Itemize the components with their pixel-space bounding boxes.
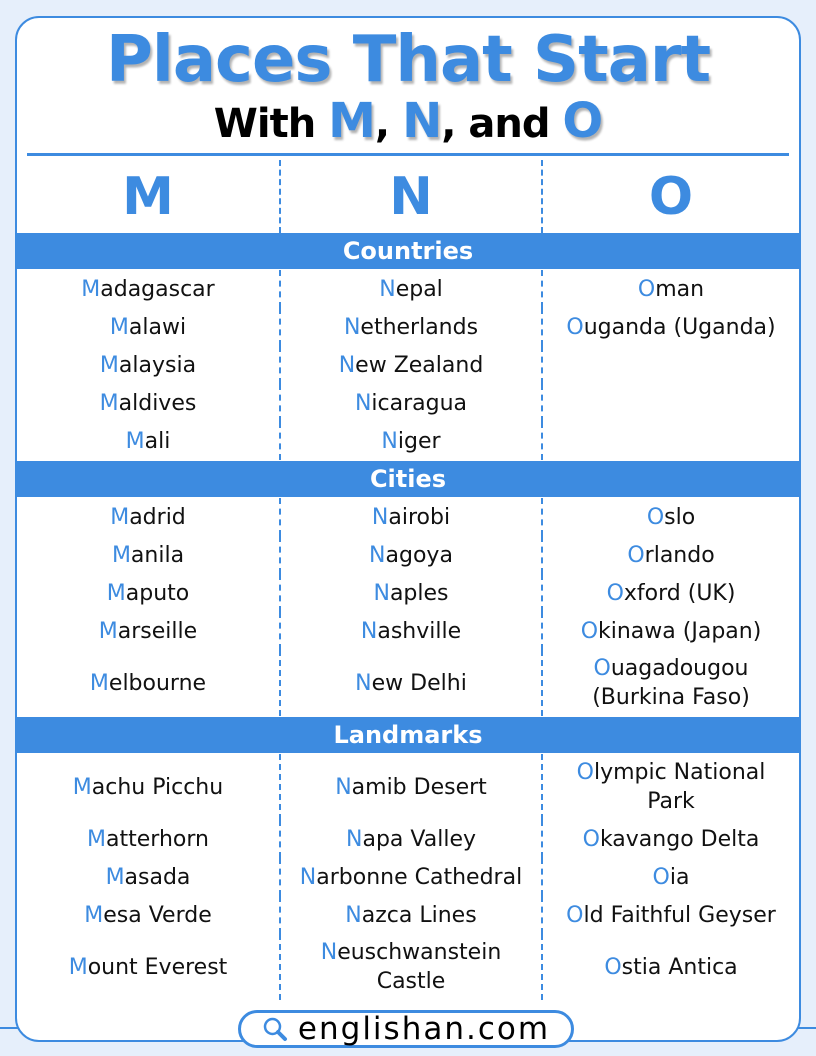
table-row — [17, 754, 799, 820]
cell-m — [17, 820, 279, 858]
place-name: Nazca Lines — [345, 902, 477, 928]
cell-o — [541, 650, 799, 716]
cell-m — [17, 612, 279, 650]
column-header-m: M — [122, 166, 174, 227]
table-row — [17, 422, 799, 460]
column-header-o: O — [541, 160, 799, 233]
place-name: New Delhi — [355, 670, 467, 696]
place-name: Oman — [637, 276, 705, 302]
table-row — [17, 612, 799, 650]
cell-m — [17, 896, 279, 934]
places-table — [17, 233, 799, 1001]
cell-o — [541, 498, 799, 536]
place-name: Maldives — [99, 390, 197, 416]
place-name: Marseille — [98, 618, 198, 644]
infographic-card — [15, 16, 801, 1042]
cell-n — [279, 498, 541, 536]
cell-n — [279, 612, 541, 650]
subtitle-n: N — [402, 93, 442, 149]
cell-n — [279, 308, 541, 346]
place-name: Niger — [381, 428, 441, 454]
place-name: Nashville — [360, 618, 462, 644]
cell-m — [17, 574, 279, 612]
place-name: Madrid — [110, 504, 186, 530]
section-rows — [17, 497, 799, 717]
cell-m — [17, 754, 279, 820]
website-badge — [238, 1010, 574, 1048]
cell-o — [541, 754, 799, 820]
place-name: Nagoya — [369, 542, 453, 568]
cell-o — [541, 384, 799, 422]
section-header-cities: Cities — [17, 461, 799, 497]
place-name: Nicaragua — [354, 390, 468, 416]
place-name: Okavango Delta — [582, 826, 760, 852]
place-name: Malawi — [109, 314, 187, 340]
cell-n — [279, 422, 541, 460]
place-name: Mali — [125, 428, 171, 454]
cell-n — [279, 858, 541, 896]
table-row — [17, 574, 799, 612]
table-row — [17, 536, 799, 574]
subtitle-o: O — [562, 93, 603, 149]
place-name: Netherlands — [343, 314, 479, 340]
place-name: Ouganda (Uganda) — [566, 314, 776, 340]
cell-n — [279, 574, 541, 612]
table-row — [17, 384, 799, 422]
place-name: Nairobi — [371, 504, 451, 530]
cell-n — [279, 384, 541, 422]
cell-o — [541, 820, 799, 858]
cell-m — [17, 270, 279, 308]
place-name: Machu Picchu — [72, 774, 224, 800]
place-name: Matterhorn — [87, 826, 209, 852]
place-name: Namib Desert — [335, 774, 487, 800]
place-name: Mount Everest — [68, 954, 228, 980]
section-header-countries: Countries — [17, 233, 799, 269]
cell-m — [17, 308, 279, 346]
website-url: englishan.com — [297, 1011, 551, 1047]
cell-o — [541, 422, 799, 460]
cell-o — [541, 308, 799, 346]
subtitle-with: With — [213, 101, 316, 147]
page-subtitle — [17, 93, 799, 149]
table-row — [17, 650, 799, 716]
place-name: Manila — [111, 542, 185, 568]
cell-m — [17, 858, 279, 896]
table-row — [17, 820, 799, 858]
search-icon — [262, 1016, 288, 1042]
place-name: Nepal — [379, 276, 443, 302]
place-name: Olympic National Park — [576, 760, 766, 814]
cell-o — [541, 270, 799, 308]
place-name: Okinawa (Japan) — [580, 618, 762, 644]
place-name: Old Faithful Geyser — [566, 902, 776, 928]
cell-m — [17, 536, 279, 574]
place-name: Oxford (UK) — [606, 580, 736, 606]
table-row — [17, 858, 799, 896]
table-row — [17, 270, 799, 308]
place-name: Napa Valley — [346, 826, 476, 852]
subtitle-and: , and — [441, 101, 550, 147]
cell-n — [279, 346, 541, 384]
cell-n — [279, 754, 541, 820]
cell-m — [17, 650, 279, 716]
cell-m — [17, 934, 279, 1000]
place-name: Melbourne — [89, 670, 207, 696]
table-row — [17, 934, 799, 1000]
place-name: Ostia Antica — [604, 954, 738, 980]
column-header-n: N — [279, 160, 541, 233]
cell-n — [279, 650, 541, 716]
table-row — [17, 346, 799, 384]
cell-o — [541, 858, 799, 896]
place-name: Naples — [373, 580, 449, 606]
cell-o — [541, 612, 799, 650]
cell-n — [279, 820, 541, 858]
cell-m — [17, 422, 279, 460]
table-row — [17, 308, 799, 346]
table-row — [17, 896, 799, 934]
cell-m — [17, 384, 279, 422]
subtitle-sep: , — [374, 101, 390, 147]
cell-o — [541, 896, 799, 934]
section-rows — [17, 269, 799, 461]
section-rows — [17, 753, 799, 1001]
place-name: Malaysia — [99, 352, 197, 378]
page-title: Places That Start — [105, 23, 711, 97]
cell-m — [17, 498, 279, 536]
place-name: Oslo — [646, 504, 696, 530]
cell-o — [541, 536, 799, 574]
place-name: New Zealand — [338, 352, 484, 378]
cell-o — [541, 934, 799, 1000]
place-name: Mesa Verde — [84, 902, 212, 928]
place-name: Ouagadougou (Burkina Faso) — [592, 656, 750, 710]
title-divider — [27, 153, 789, 156]
column-headers — [17, 160, 799, 233]
cell-o — [541, 346, 799, 384]
cell-n — [279, 896, 541, 934]
place-name: Maputo — [106, 580, 190, 606]
place-name: Orlando — [627, 542, 715, 568]
cell-o — [541, 574, 799, 612]
place-name: Masada — [105, 864, 191, 890]
place-name: Narbonne Cathedral — [299, 864, 523, 890]
cell-n — [279, 536, 541, 574]
place-name: Madagascar — [81, 276, 215, 302]
place-name: Neuschwanstein Castle — [320, 940, 502, 994]
cell-m — [17, 346, 279, 384]
subtitle-m: M — [328, 93, 375, 149]
table-row — [17, 498, 799, 536]
cell-n — [279, 270, 541, 308]
section-header-landmarks: Landmarks — [17, 717, 799, 753]
place-name: Oia — [652, 864, 690, 890]
cell-n — [279, 934, 541, 1000]
